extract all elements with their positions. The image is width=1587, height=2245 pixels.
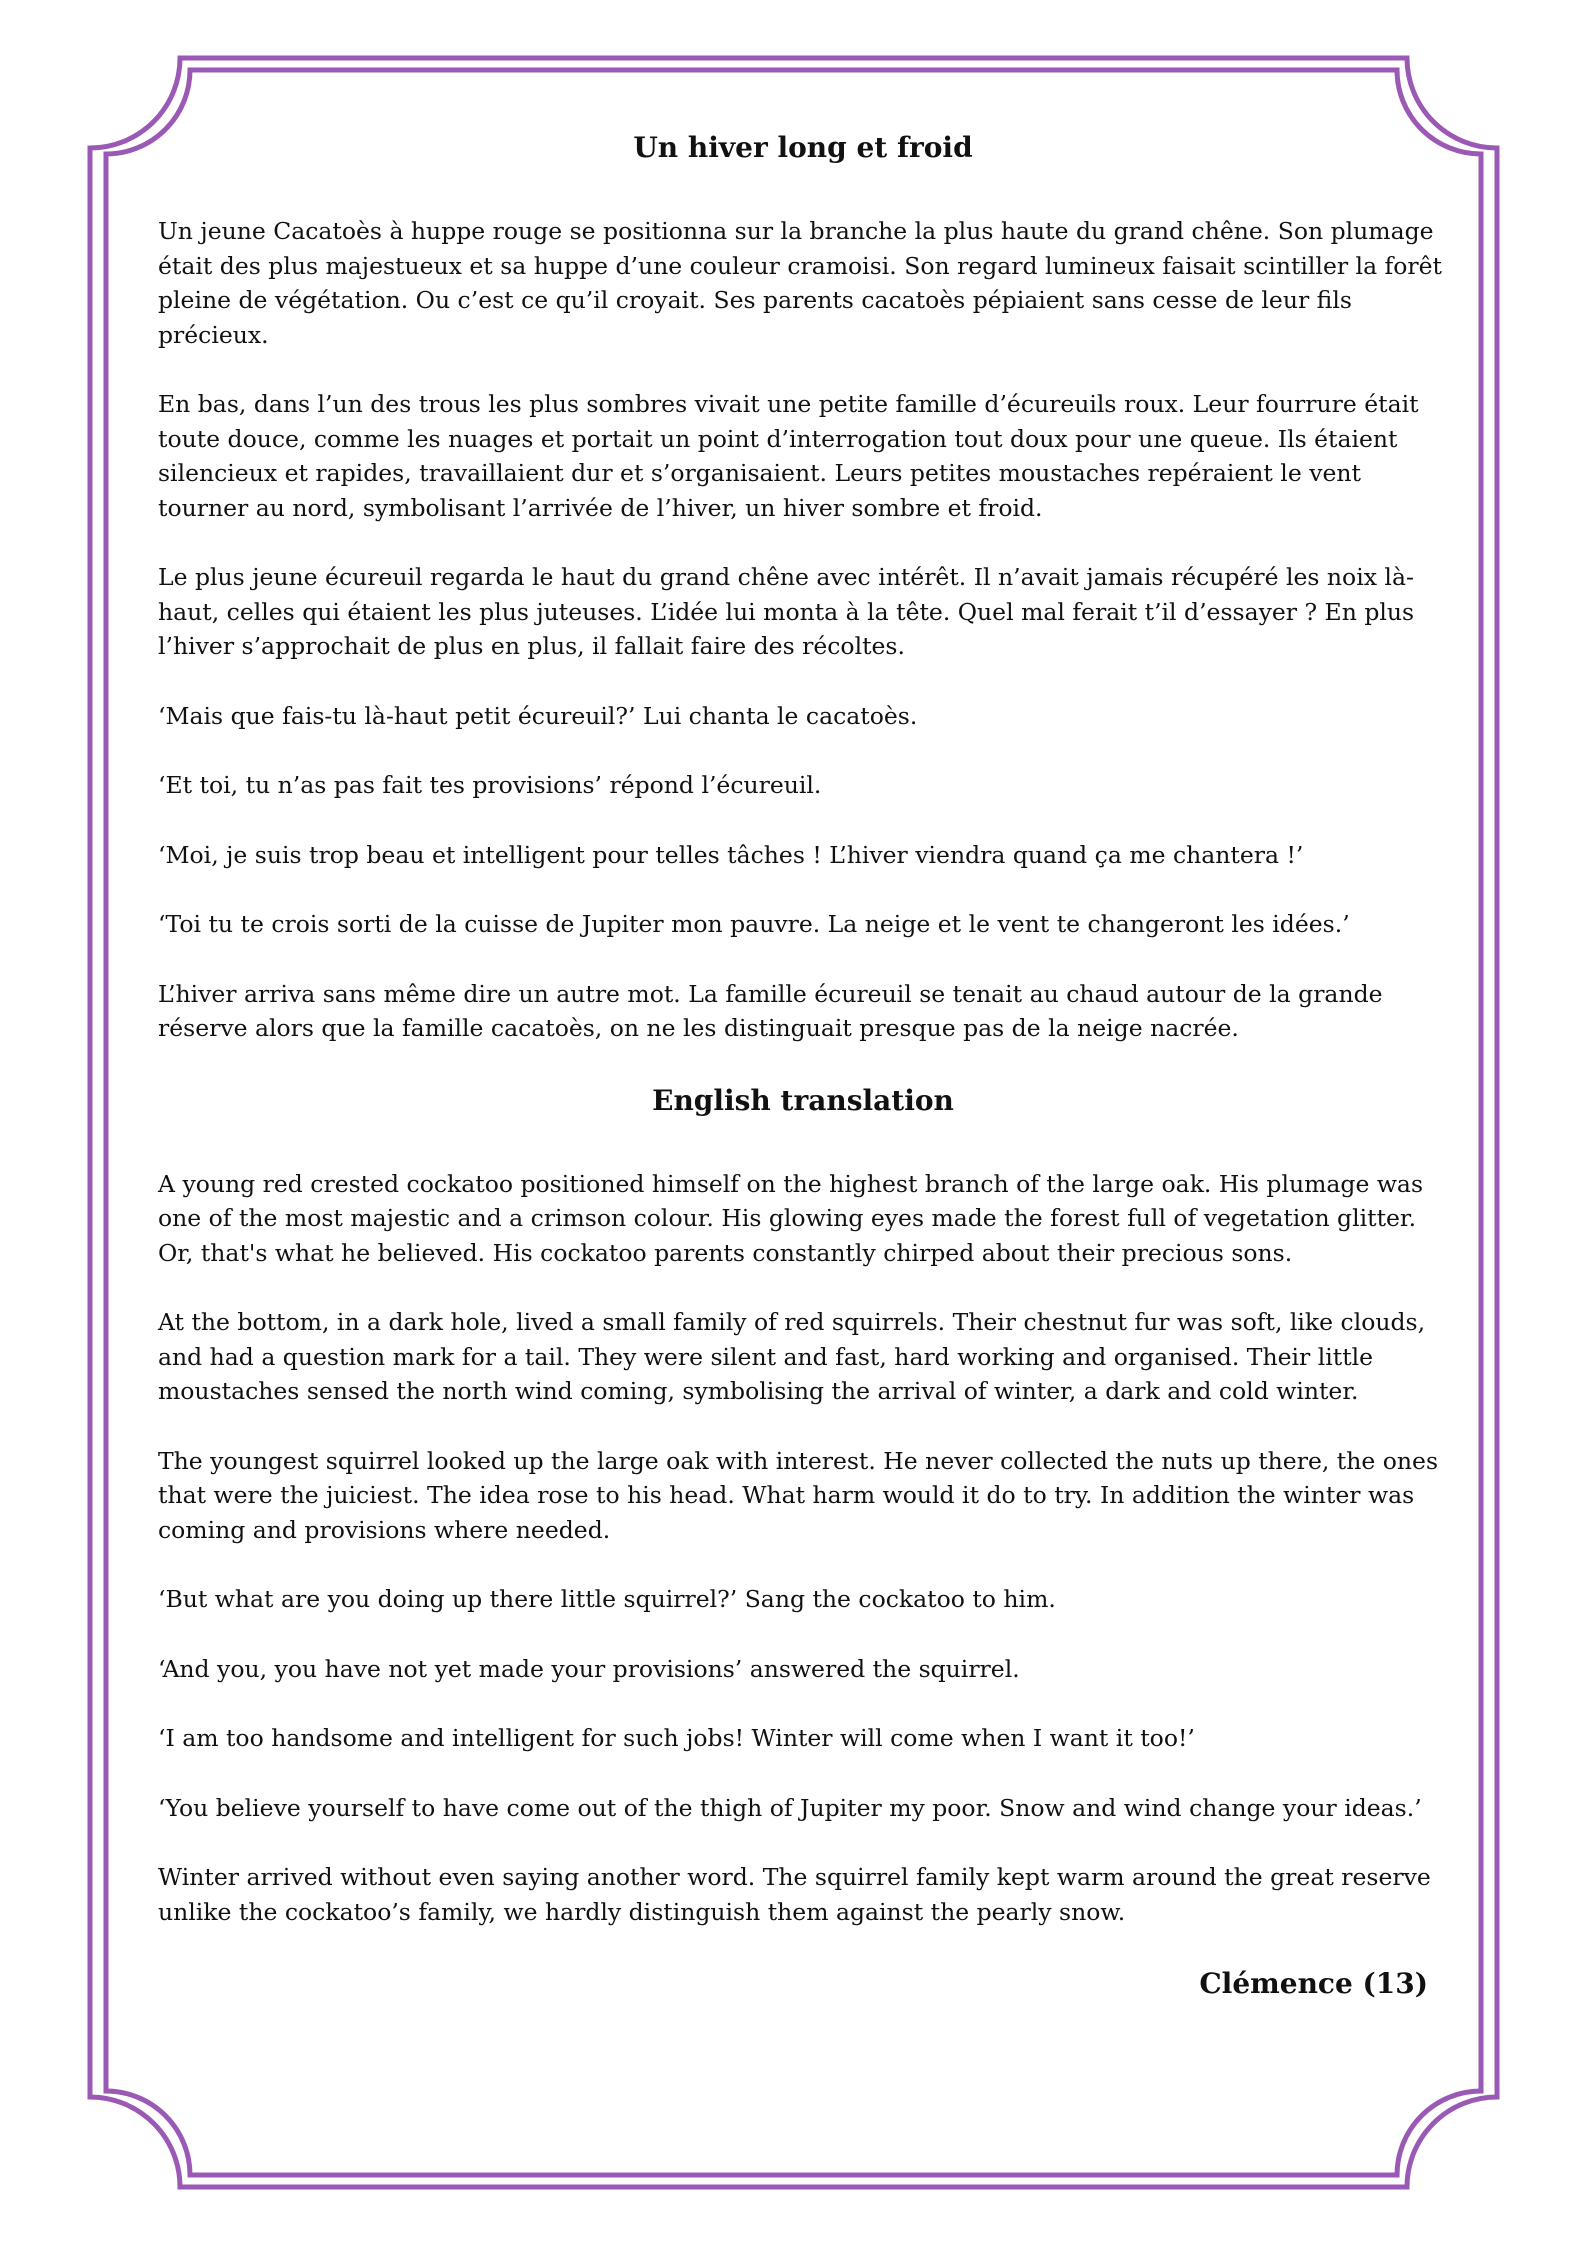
french-paragraph-5: ‘Et toi, tu n’as pas fait tes provisions’ répond l’écureuil. bbox=[158, 771, 822, 799]
french-title: Un hiver long et froid bbox=[633, 131, 973, 164]
english-story bbox=[158, 1167, 1448, 1930]
english-paragraph-3: The youngest squirrel looked up the large oak with interest. He never collected the nuts up there, the ones that were the juiciest. The idea rose to his head. What harm would it do to try. In addition the winter was coming and provisions where needed. bbox=[158, 1446, 1439, 1544]
french-paragraph-8: L’hiver arriva sans même dire un autre mot. La famille écureuil se tenait au chaud autour de la grande réserve alors que la famille cacatoès, on ne les distinguait presque pas de la neige nacrée. bbox=[158, 979, 1383, 1042]
french-paragraph-7: ‘Toi tu te crois sorti de la cuisse de Jupiter mon pauvre. La neige et le vent te changeront les idées.’ bbox=[158, 910, 1350, 938]
english-title: English translation bbox=[652, 1083, 954, 1117]
english-paragraph-2: At the bottom, in a dark hole, lived a small family of red squirrels. Their chestnut fur was soft, like clouds, and had a question mark for a tail. They were silent and fast, hard working and organised. Their little moustaches sensed the north wind coming, symbolising the arrival of winter, a dark and cold winter. bbox=[158, 1308, 1426, 1405]
english-paragraph-6: ‘I am too handsome and intelligent for such jobs! Winter will come when I want it too!’ bbox=[158, 1724, 1195, 1752]
french-paragraph-6: ‘Moi, je suis trop beau et intelligent pour telles tâches ! L’hiver viendra quand ça me chantera !’ bbox=[158, 840, 1304, 869]
english-paragraph-7: ‘You believe yourself to have come out of the thigh of Jupiter my poor. Snow and wind change your ideas.’ bbox=[158, 1793, 1422, 1822]
french-paragraph-1: Un jeune Cacatoès à huppe rouge se positionna sur la branche la plus haute du grand chêne. Son plumage était des plus majestueux et sa huppe d’une couleur cramoisi. Son regard lumineux faisait scintiller la forêt pleine de végétation. Ou c’est ce qu’il croyait. Ses parents cacatoès pépiaient sans cesse de leur fils précieux. bbox=[158, 217, 1442, 349]
english-paragraph-1: A young red crested cockatoo positioned himself on the highest branch of the large oak. His plumage was one of the most majestic and a crimson colour. His glowing eyes made the forest full of vegetation glitter. Or, that's what he believed. His cockatoo parents constantly chirped about their precious sons. bbox=[158, 1169, 1424, 1267]
english-paragraph-4: ‘But what are you doing up there little squirrel?’ Sang the cockatoo to him. bbox=[158, 1585, 1056, 1613]
author-signature: Clémence (13) bbox=[1199, 1967, 1428, 2000]
english-paragraph-5: ‘And you, you have not yet made your provisions’ answered the squirrel. bbox=[158, 1654, 1020, 1683]
french-paragraph-4: ‘Mais que fais-tu là-haut petit écureuil?’ Lui chanta le cacatoès. bbox=[158, 701, 918, 730]
french-story bbox=[158, 214, 1448, 1046]
french-paragraph-3: Le plus jeune écureuil regarda le haut du grand chêne avec intérêt. Il n’avait jamais récupéré les noix là-haut, celles qui étaient les plus juteuses. L’idée lui monta à la tête. Quel mal ferait t’il d’essayer ? En plus l’hiver s’approchait de plus en plus, il fallait faire des récoltes. bbox=[158, 563, 1415, 660]
french-paragraph-2: En bas, dans l’un des trous les plus sombres vivait une petite famille d’écureuils roux. Leur fourrure était toute douce, comme les nuages et portait un point d’interrogation tout doux pour une queue. Ils étaient silencieux et rapides, travaillaient dur et s’organisaient. Leurs petites moustaches repéraient le vent tourner au nord, symbolisant l’arrivée de l’hiver, un hiver sombre et froid. bbox=[158, 390, 1419, 522]
english-paragraph-8: Winter arrived without even saying another word. The squirrel family kept warm around the great reserve unlike the cockatoo’s family, we hardly distinguish them against the pearly snow. bbox=[158, 1863, 1431, 1926]
story-content bbox=[158, 128, 1448, 2004]
